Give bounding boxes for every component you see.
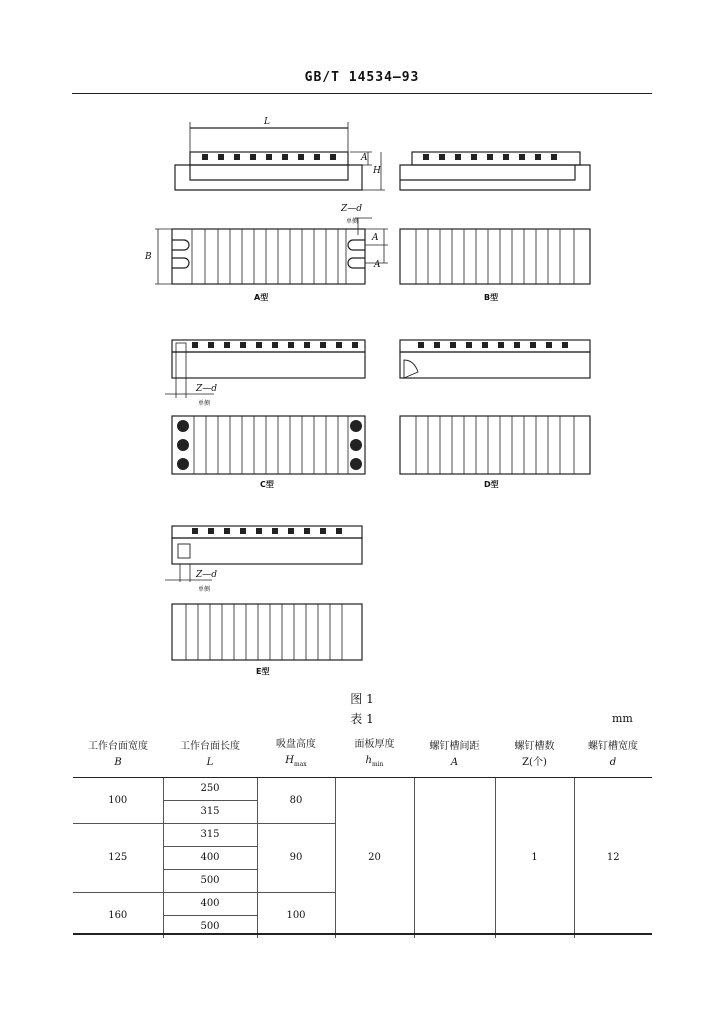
type-d-plan <box>400 416 590 474</box>
cell-Hmax: 80 <box>257 777 335 823</box>
type-b-plan <box>400 229 590 284</box>
type-b-plan-lines <box>416 229 574 284</box>
header-Hmax: 吸盘高度 $H_{max}$ <box>257 733 335 777</box>
cell-hmin: 20 <box>335 777 414 938</box>
dim-label-A-elev: A <box>361 153 368 163</box>
figure-title: 图 1 <box>350 692 374 706</box>
type-e-plan <box>172 604 362 660</box>
cell-d: 12 <box>574 777 652 938</box>
header-Z: 螺钉槽数 Z(个) <box>495 733 574 777</box>
cell-L: 315 <box>163 800 257 823</box>
cell-L: 500 <box>163 915 257 938</box>
dim-label-Zd-a: Z—d <box>341 204 363 214</box>
type-e-plan-lines <box>186 604 342 660</box>
cell-B: 160 <box>108 909 128 921</box>
dim-label-B: B <box>145 252 152 262</box>
header-hmin: 面板厚度 $h_{min}$ <box>335 733 414 777</box>
type-d-plan-lines <box>416 416 574 474</box>
single-side-label-a: 单侧 <box>346 218 359 225</box>
header-A: 螺钉槽间距 A <box>414 733 495 777</box>
type-d-slots <box>418 342 568 348</box>
cell-L: 400 <box>163 846 257 869</box>
standard-header: GB/T 14534—93 <box>304 70 420 85</box>
type-a-plan-lines <box>192 229 346 284</box>
single-side-label-e: 单侧 <box>198 586 211 593</box>
dim-label-A-plan-2: A <box>374 260 381 270</box>
cell-Z: 1 <box>495 777 574 938</box>
caption-type-a: A型 <box>254 293 269 302</box>
type-e-slots <box>192 528 342 534</box>
type-c-plan-lines <box>194 416 348 474</box>
dim-label-L: L <box>264 117 270 127</box>
cell-B: 125 <box>73 823 163 892</box>
type-a-plan <box>155 218 388 284</box>
table-unit: mm <box>612 712 633 725</box>
cell-A <box>414 777 495 938</box>
type-c-slots <box>192 342 358 348</box>
cell-L: 250 <box>163 777 257 800</box>
dim-label-H: H <box>373 166 381 176</box>
type-b-slots <box>423 154 557 160</box>
single-side-label-c: 单侧 <box>198 400 211 407</box>
cell-L: 400 <box>163 892 257 915</box>
cell-Hmax: 100 <box>257 892 335 938</box>
header-L: 工作台面长度 L <box>163 733 257 777</box>
spec-table <box>73 733 652 938</box>
cell-Hmax: 90 <box>257 823 335 892</box>
caption-type-d: D型 <box>484 480 499 489</box>
type-a-slots <box>202 154 336 160</box>
dim-label-Zd-e: Z—d <box>196 570 218 580</box>
cell-B: 100 <box>73 777 163 823</box>
type-c-holes <box>177 420 362 470</box>
type-c-plan <box>172 416 365 474</box>
table-title: 表 1 <box>350 712 374 726</box>
table-row <box>73 777 652 800</box>
dim-label-A-plan-1: A <box>372 233 379 243</box>
type-e-elevation <box>165 526 362 582</box>
caption-type-e: E型 <box>256 667 270 676</box>
caption-type-b: B型 <box>484 293 499 302</box>
header-B: 工作台面宽度 B <box>73 733 163 777</box>
header-d: 螺钉槽宽度 d <box>574 733 652 777</box>
table-bottom-rule <box>73 933 652 935</box>
type-c-elevation <box>165 340 365 398</box>
cell-L: 500 <box>163 869 257 892</box>
type-d-elevation <box>400 340 590 378</box>
caption-type-c: C型 <box>260 480 274 489</box>
cell-L: 315 <box>163 823 257 846</box>
dim-label-Zd-c: Z—d <box>196 384 218 394</box>
